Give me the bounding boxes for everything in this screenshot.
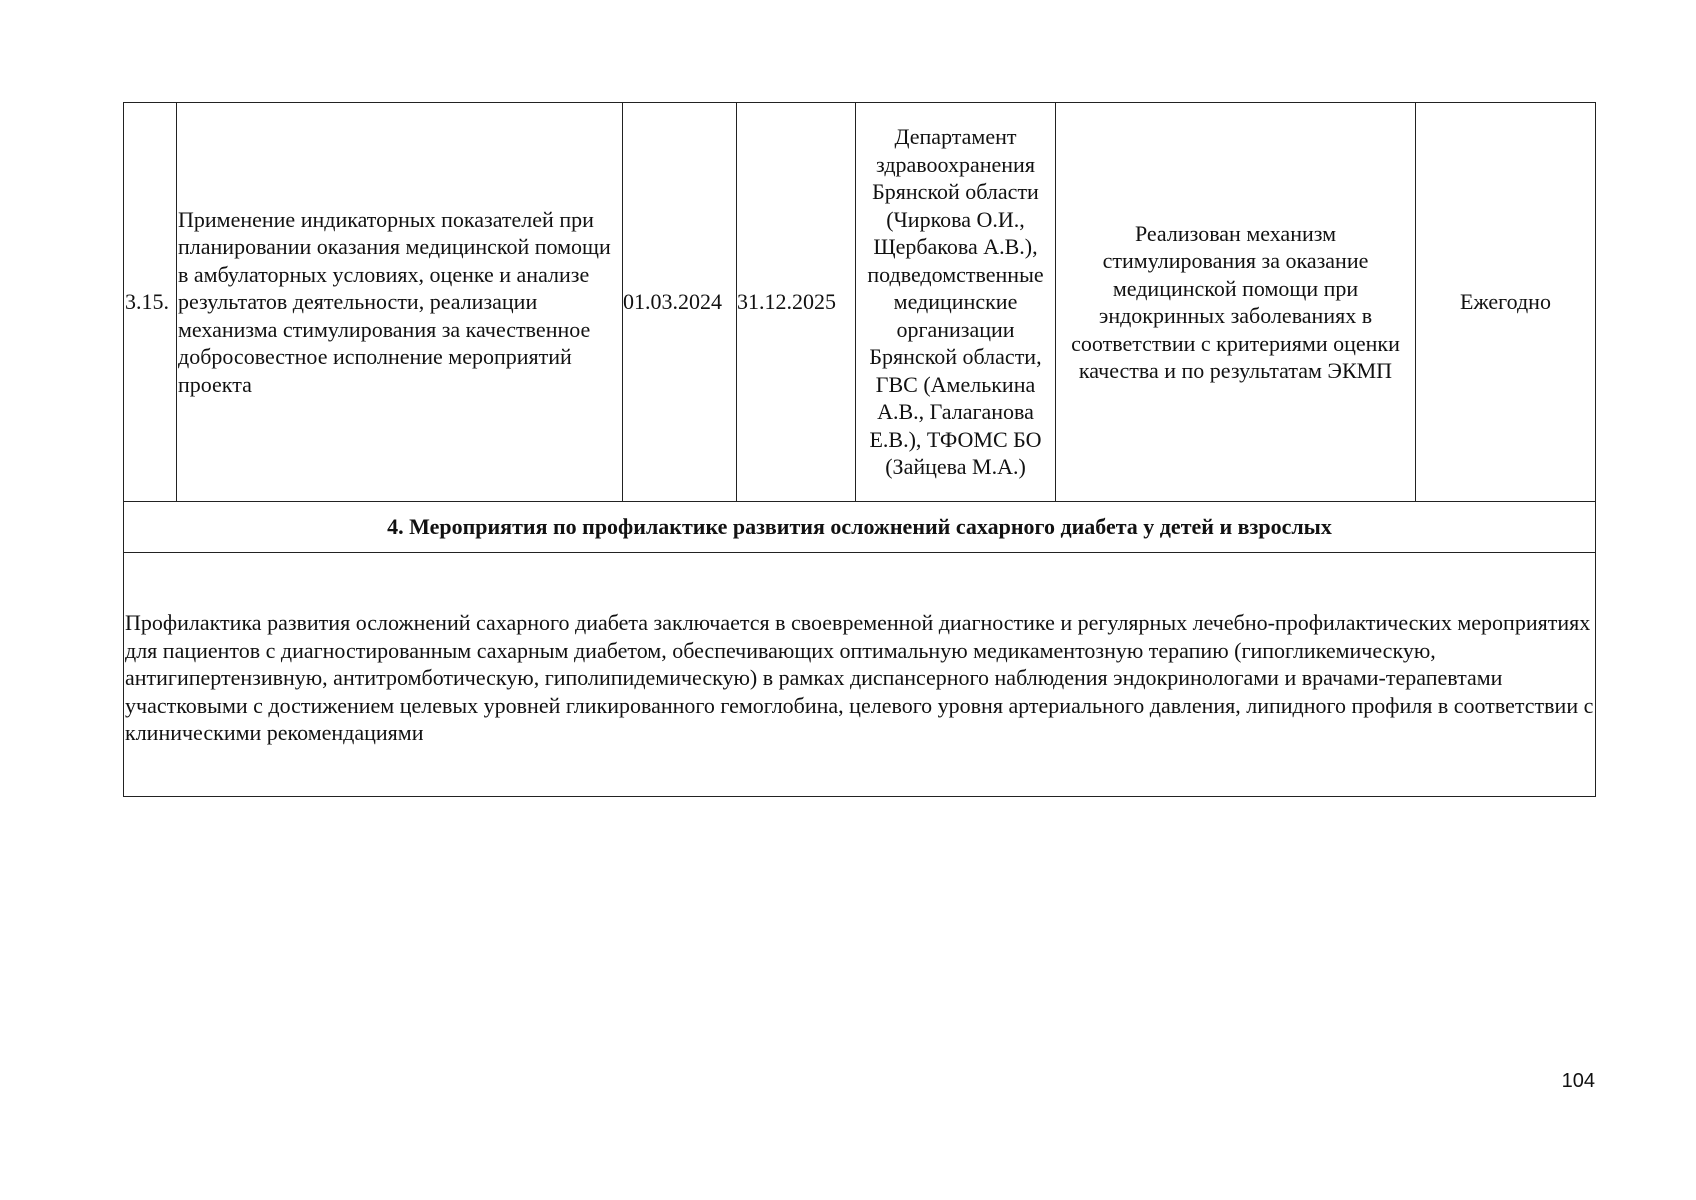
activity-name-cell: Применение индикаторных показателей при планировании оказания медицинской помощи в амбулаторных условиях, оценке и анализе результатов деятельности, реализации механизма стимулирования за качественное добросовестное исполнение мероприятий проекта <box>177 103 623 502</box>
section-header-row <box>124 502 1596 553</box>
start-date-cell: 01.03.2024 <box>623 103 737 502</box>
section-description: Профилактика развития осложнений сахарного диабета заключается в своевременной диагностике и регулярных лечебно-профилактических мероприятиях для пациентов с диагностированным сахарным диабетом, обеспечивающих оптимальную медикаментозную терапию (гипогликемическую, антигипертензивную, антитромботическую, гиполипидемическую) в рамках диспансерного наблюдения эндокринологами и врачами-терапевтами участковыми с достижением целевых уровней гликированного гемоглобина, целевого уровня артериального давления, липидного профиля в соответствии с клиническими рекомендациями <box>124 553 1596 797</box>
end-date-cell: 31.12.2025 <box>737 103 856 502</box>
responsible-cell: Департамент здравоохранения Брянской области (Чиркова О.И., Щербакова А.В.), подведомственные медицинские организации Брянской области, ГВС (Амелькина А.В., Галаганова Е.В.), ТФОМС БО (Зайцева М.А.) <box>856 103 1056 502</box>
section-title: 4. Мероприятия по профилактике развития осложнений сахарного диабета у детей и взрослых <box>124 502 1596 553</box>
page-number: 104 <box>1561 1070 1595 1092</box>
result-cell: Реализован механизм стимулирования за оказание медицинской помощи при эндокринных заболеваниях в соответствии с критериями оценки качества и по результатам ЭКМП <box>1056 103 1416 502</box>
plan-table <box>123 102 1596 797</box>
row-number-cell: 3.15. <box>124 103 177 502</box>
section-description-row <box>124 553 1596 797</box>
periodicity-cell: Ежегодно <box>1416 103 1596 502</box>
table-row <box>124 103 1596 502</box>
